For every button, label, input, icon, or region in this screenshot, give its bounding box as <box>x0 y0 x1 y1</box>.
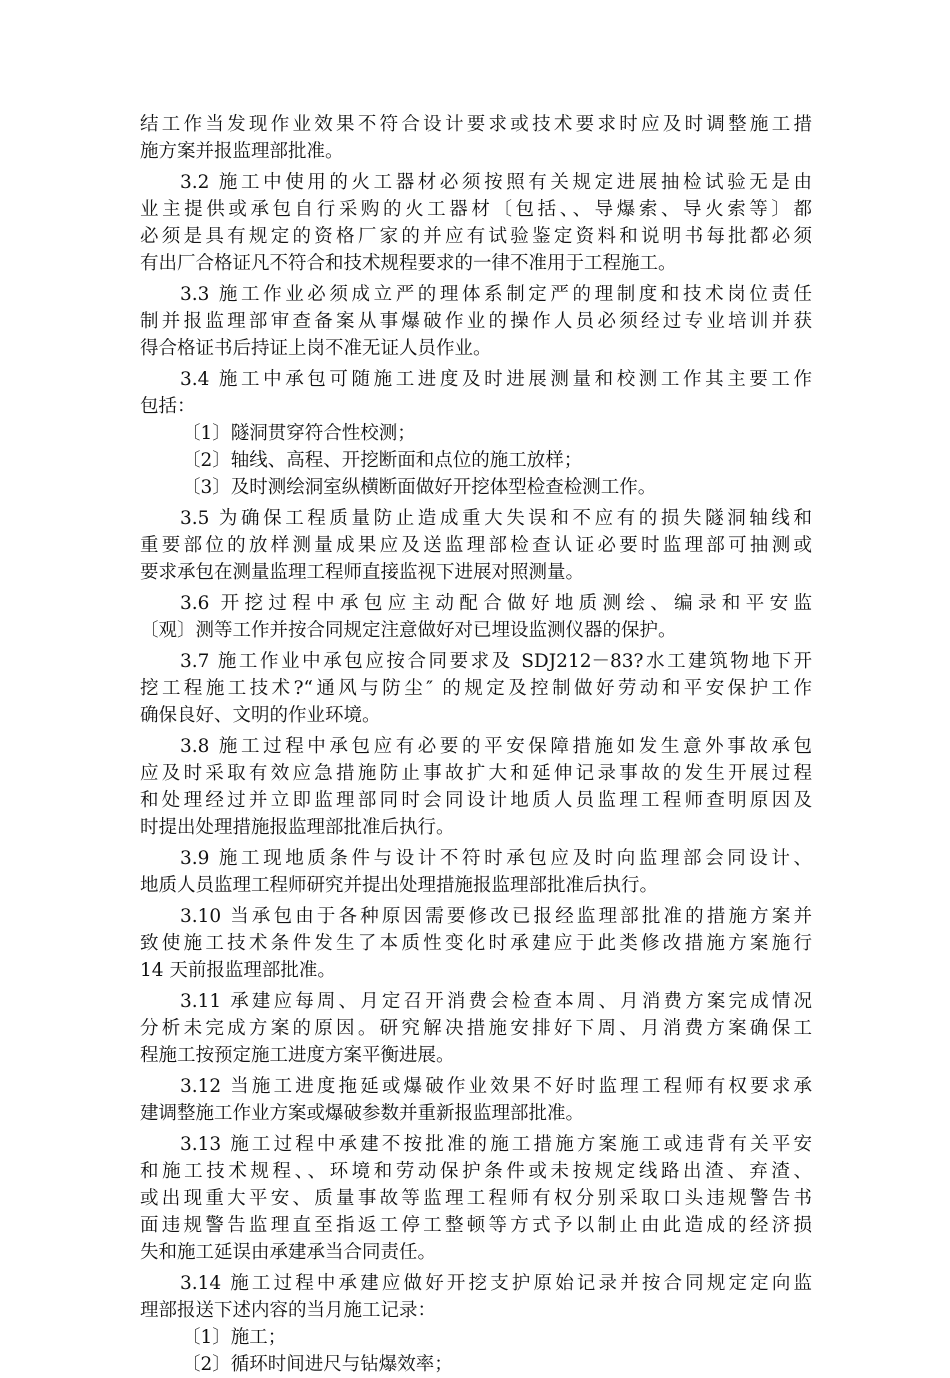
paragraph-first-line: 3.3 施工作业必须成立严的理体系制定严的理制度和技术岗位责任 <box>180 284 812 305</box>
paragraph-line: 制并报监理部审查备案从事爆破作业的操作人员必须经过专业培训并获 <box>140 311 812 332</box>
paragraph-line: 〔观〕测等工作并按合同规定注意做好对已埋设监测仪器的保护。 <box>140 620 677 641</box>
paragraph-first-line: 3.13 施工过程中承建不按批准的施工措施方案施工或违背有关平安 <box>180 1134 812 1155</box>
paragraph-line: 或出现重大平安、质量事故等监理工程师有权分别采取口头违规警告书 <box>140 1188 812 1209</box>
paragraph-line: 建调整施工作业方案或爆破参数并重新报监理部批准。 <box>140 1103 585 1124</box>
paragraph-line: 重要部位的放样测量成果应及送监理部检查认证必要时监理部可抽测或 <box>140 535 812 556</box>
paragraph-line: 包括： <box>140 396 196 417</box>
paragraph-line: 确保良好、文明的作业环境。 <box>140 705 381 726</box>
paragraph-line: 致使施工技术条件发生了本质性变化时承建应于此类修改措施方案施行 <box>140 933 812 954</box>
list-item-line: 〔1〕隧洞贯穿符合性校测； <box>182 423 416 444</box>
paragraph-line: 有出厂合格证凡不符合和技术规程要求的一律不准用于工程施工。 <box>140 253 677 274</box>
paragraph-first-line: 3.12 当施工进度拖延或爆破作业效果不好时监理工程师有权要求承 <box>180 1076 812 1097</box>
list-item-line: 〔2〕循环时间进尺与钻爆效率； <box>182 1354 453 1375</box>
paragraph-line: 程施工按预定施工进度方案平衡进展。 <box>140 1045 455 1066</box>
paragraph-line: 失和施工延误由承建承当合同责任。 <box>140 1242 437 1263</box>
paragraph-line: 地质人员监理工程师研究并提出处理措施报监理部批准后执行。 <box>140 875 659 896</box>
paragraph-line: 14 天前报监理部批准。 <box>140 960 336 981</box>
paragraph-line: 时提出处理措施报监理部批准后执行。 <box>140 817 455 838</box>
paragraph-line: 挖工程施工技术?“通风与防尘″ 的规定及控制做好劳动和平安保护工作 <box>140 678 812 699</box>
paragraph-line: 理部报送下述内容的当月施工记录： <box>140 1300 437 1321</box>
paragraph-line: 和施工技术规程、、环境和劳动保护条件或未按规定线路出渣、弃渣、 <box>140 1161 812 1182</box>
paragraph-line: 面违规警告监理直至指返工停工整顿等方式予以制止由此造成的经济损 <box>140 1215 812 1236</box>
list-item-line: 〔1〕施工； <box>182 1327 287 1348</box>
paragraph-line: 要求承包在测量监理工程师直接监视下进展对照测量。 <box>140 562 585 583</box>
paragraph-first-line: 3.10 当承包由于各种原因需要修改已报经监理部批准的措施方案并 <box>180 906 812 927</box>
paragraph-first-line: 3.7 施工作业中承包应按合同要求及 SDJ212－83?水工建筑物地下开 <box>180 651 812 672</box>
list-item-line: 〔3〕及时测绘洞室纵横断面做好开挖体型检查检测工作。 <box>182 477 657 498</box>
paragraph-line: 业主提供或承包自行采购的火工器材〔包括、、导爆索、导火索等〕都 <box>140 199 812 220</box>
paragraph-line: 必须是具有规定的资格厂家的并应有试验鉴定资料和说明书每批都必须 <box>140 226 812 247</box>
list-item-line: 〔2〕轴线、高程、开挖断面和点位的施工放样； <box>182 450 583 471</box>
paragraph-line: 得合格证书后持证上岗不准无证人员作业。 <box>140 338 492 359</box>
paragraph-first-line: 3.14 施工过程中承建应做好开挖支护原始记录并按合同规定定向监 <box>180 1273 812 1294</box>
paragraph-line: 和处理经过并立即监理部同时会同设计地质人员监理工程师查明原因及 <box>140 790 812 811</box>
paragraph-line: 分析未完成方案的原因。研究解决措施安排好下周、月消费方案确保工 <box>140 1018 812 1039</box>
paragraph-line: 施方案并报监理部批准。 <box>140 141 344 162</box>
paragraph-first-line: 3.9 施工现地质条件与设计不符时承包应及时向监理部会同设计、 <box>180 848 812 869</box>
paragraph-first-line: 3.4 施工中承包可随施工进度及时进展测量和校测工作其主要工作 <box>180 369 812 390</box>
paragraph-first-line: 3.8 施工过程中承包应有必要的平安保障措施如发生意外事故承包 <box>180 736 812 757</box>
paragraph-line: 结工作当发现作业效果不符合设计要求或技术要求时应及时调整施工措 <box>140 114 812 135</box>
paragraph-line: 应及时采取有效应急措施防止事故扩大和延伸记录事故的发生开展过程 <box>140 763 812 784</box>
paragraph-first-line: 3.2 施工中使用的火工器材必须按照有关规定进展抽检试验无是由 <box>180 172 812 193</box>
paragraph-first-line: 3.5 为确保工程质量防止造成重大失误和不应有的损失隧洞轴线和 <box>180 508 812 529</box>
paragraph-first-line: 3.11 承建应每周、月定召开消费会检查本周、月消费方案完成情况 <box>180 991 812 1012</box>
paragraph-first-line: 3.6 开挖过程中承包应主动配合做好地质测绘、编录和平安监 <box>180 593 812 614</box>
